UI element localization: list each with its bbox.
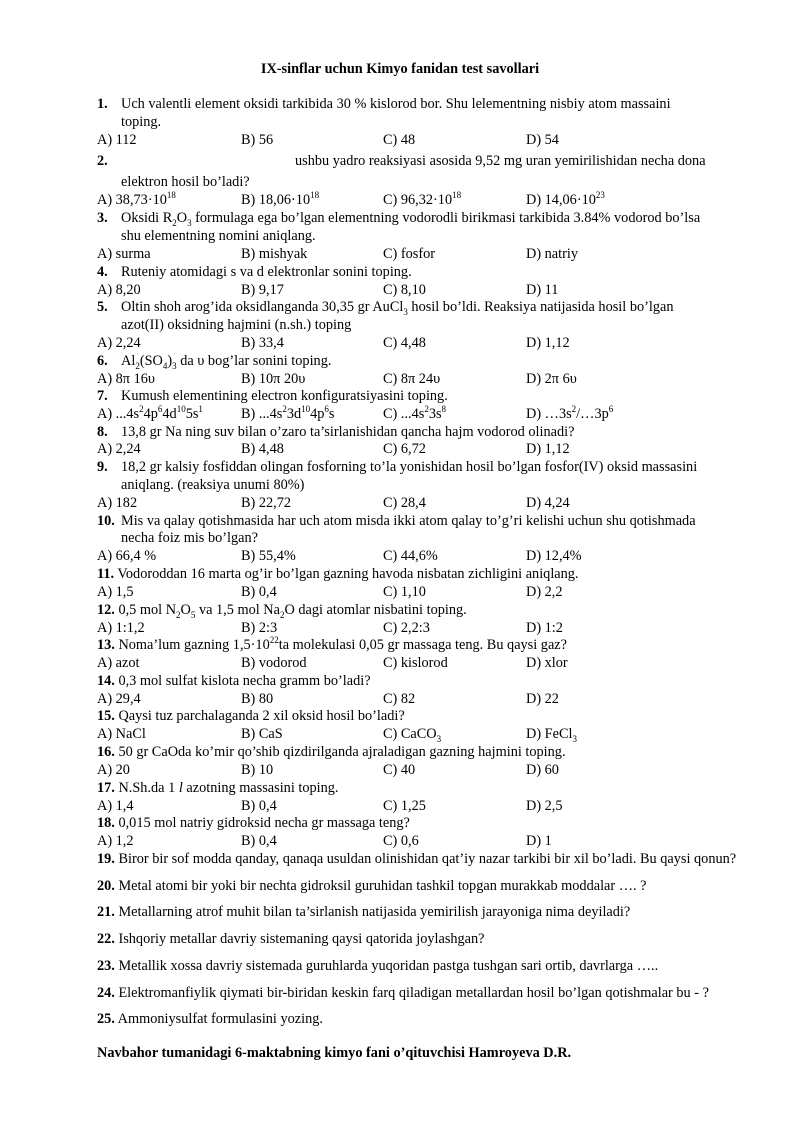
q14-option-b[interactable]: B) 80	[241, 691, 274, 707]
q4-option-b[interactable]: B) 9,17	[241, 282, 284, 298]
question-22: 22. Ishqoriy metallar davriy sistemaning qaysi qatorida joylashgan?	[97, 931, 485, 947]
question-18: 18. 0,015 mol natriy gidroksid necha gr massaga teng?	[97, 815, 410, 831]
question-3-line-2: shu elementning nomini aniqlang.	[121, 228, 316, 244]
q14-option-c[interactable]: C) 82	[383, 691, 416, 707]
q16-option-a[interactable]: A) 20	[97, 762, 130, 778]
q4-option-c[interactable]: C) 8,10	[383, 282, 426, 298]
q4-option-d[interactable]: D) 11	[526, 282, 559, 298]
question-12: 12. 0,5 mol $N_2O_5$ va 1,5 mol $Na_2O$ dagi atomlar nisbatini toping.	[97, 602, 467, 620]
question-13: 13. Noma’lum gazning $1,5\cdot 10^{22}ta$ molekulasi 0,05 gr massaga teng. Bu qaysi gaz?	[97, 635, 567, 653]
question-23: 23. Metallik xossa davriy sistemada guruhlarda yuqoridan pastga tushgan sari ortib, davrlarga …..	[97, 958, 659, 974]
question-5: 5. Oltin shoh arog’ida oksidlanganda 30,35 gr AuCl$_3$ hosil bo’ldi. Reaksiya natijasida hosil bo’lgan	[97, 299, 674, 317]
question-2: ushbu yadro reaksiyasi asosida 9,52 mg uran yemirilishidan necha dona	[295, 153, 706, 169]
q13-option-a[interactable]: A) azot	[97, 655, 140, 671]
q18-option-c[interactable]: C) 0,6	[383, 833, 419, 849]
q11-option-a[interactable]: A) 1,5	[97, 584, 134, 600]
question-2-number: 2.	[97, 153, 108, 169]
q1-option-b[interactable]: B) 56	[241, 132, 274, 148]
question-20: 20. Metal atomi bir yoki bir nechta gidroksil guruhidan tashkil topgan murakkab moddalar …. ?	[97, 878, 647, 894]
question-4: 4. Ruteniy atomidagi s va d elektronlar sonini toping.	[97, 264, 412, 280]
question-16: 16. 50 gr CaOda ko’mir qo’shib qizdirilganda ajraladigan gazning hajmini toping.	[97, 744, 566, 760]
q8-option-b[interactable]: B) 4,48	[241, 441, 284, 457]
question-9: 9. 18,2 gr kalsiy fosfiddan olingan fosforning to’la yonishidan hosil bo’lgan fosfor(IV) oksid massasini	[97, 459, 698, 475]
q7-option-a[interactable]: A) $...4s^24p^64d^{10}5s^1$	[97, 404, 203, 422]
q8-option-d[interactable]: D) 1,12	[526, 441, 570, 457]
q10-option-c[interactable]: C) 44,6%	[383, 548, 438, 564]
question-8: 8. 13,8 gr Na ning suv bilan o’zaro ta’sirlanishidan qancha hajm vodorod olinadi?	[97, 424, 575, 440]
q16-option-b[interactable]: B) 10	[241, 762, 274, 778]
q9-option-c[interactable]: C) 28,4	[383, 495, 426, 511]
question-19: 19. Biror bir sof modda qanday, qanaqa usuldan olinishidan qat’iy nazar tarkibi bir xil bo’ladi. Bu qaysi qonun?	[97, 851, 737, 867]
q10-option-b[interactable]: B) 55,4%	[241, 548, 296, 564]
question-15: 15. Qaysi tuz parchalaganda 2 xil oksid hosil bo’ladi?	[97, 708, 405, 724]
q4-option-a[interactable]: A) 8,20	[97, 282, 141, 298]
q1-option-c[interactable]: C) 48	[383, 132, 416, 148]
q16-option-c[interactable]: C) 40	[383, 762, 416, 778]
q3-option-b[interactable]: B) mishyak	[241, 246, 308, 262]
question-1: 1. Uch valentli element oksidi tarkibida 30 % kislorod bor. Shu lelementning nisbiy atom massaini	[97, 96, 671, 112]
q13-option-d[interactable]: D) xlor	[526, 655, 568, 671]
q1-option-d[interactable]: D) 54	[526, 132, 559, 148]
q17-option-b[interactable]: B) 0,4	[241, 798, 277, 814]
question-1-line-2: toping.	[121, 114, 162, 130]
q15-option-b[interactable]: B) CaS	[241, 726, 283, 742]
question-2-line-2: elektron hosil bo’ladi?	[121, 174, 250, 190]
q5-option-d[interactable]: D) 1,12	[526, 335, 570, 351]
q9-option-d[interactable]: D) 4,24	[526, 495, 570, 511]
q6-option-c[interactable]: C) 8π 24υ	[383, 371, 441, 387]
q2-option-c[interactable]: C) $96,32\cdot 10^{18}$	[383, 190, 462, 208]
q7-option-b[interactable]: B) $...4s^23d^{10}4p^6s$	[241, 404, 335, 422]
question-17: 17. N.Sh.da 1 l azotning massasini toping.	[97, 780, 339, 796]
q11-option-d[interactable]: D) 2,2	[526, 584, 563, 600]
q17-option-a[interactable]: A) 1,4	[97, 798, 134, 814]
q14-option-d[interactable]: D) 22	[526, 691, 559, 707]
question-3: 3. Oksidi $R_2O_3$ formulaga ega bo’lgan elementning vodorodli birikmasi tarkibida 3.84% vodorod bo’lsa	[97, 210, 701, 228]
q13-option-c[interactable]: C) kislorod	[383, 655, 448, 671]
q8-option-a[interactable]: A) 2,24	[97, 441, 141, 457]
question-10: 10. Mis va qalay qotishmasida har uch atom misda ikki atom qalay to’g’ri kelishi uchun shu qotishmada	[97, 513, 696, 529]
q2-option-d[interactable]: D) $14,06\cdot 10^{23}$	[526, 190, 605, 208]
q11-option-b[interactable]: B) 0,4	[241, 584, 277, 600]
q6-option-d[interactable]: D) 2π 6υ	[526, 371, 577, 387]
q6-option-a[interactable]: A) 8π 16υ	[97, 371, 155, 387]
q1-option-a[interactable]: A) 112	[97, 132, 137, 148]
question-14: 14. 0,3 mol sulfat kislota necha gramm bo’ladi?	[97, 673, 371, 689]
q2-option-a[interactable]: A) $38,73\cdot 10^{18}$	[97, 190, 176, 208]
q12-option-d[interactable]: D) 1:2	[526, 620, 563, 636]
q17-option-c[interactable]: C) 1,25	[383, 798, 426, 814]
q3-option-d[interactable]: D) natriy	[526, 246, 579, 262]
q7-option-d[interactable]: D) $\dots 3s^2/\dots 3p^6$	[526, 404, 614, 422]
question-11: 11. Vodoroddan 16 marta og’ir bo’lgan gazning havoda nisbatan zichligini aniqlang.	[97, 566, 579, 582]
q17-option-d[interactable]: D) 2,5	[526, 798, 563, 814]
question-5-line-2: azot(II) oksidning hajmini (n.sh.) toping	[121, 317, 352, 333]
q13-option-b[interactable]: B) vodorod	[241, 655, 307, 671]
question-25: 25. Ammoniysulfat formulasini yozing.	[97, 1011, 323, 1027]
question-10-line-2: necha foiz mis bo’lgan?	[121, 530, 258, 546]
page-title: IX-sinflar uchun Kimyo fanidan test savollari	[260, 61, 540, 77]
q10-option-d[interactable]: D) 12,4%	[526, 548, 582, 564]
q2-option-b[interactable]: B) $18,06\cdot 10^{18}$	[241, 190, 320, 208]
q6-option-b[interactable]: B) 10π 20υ	[241, 371, 306, 387]
q12-option-b[interactable]: B) 2:3	[241, 620, 278, 636]
q9-option-b[interactable]: B) 22,72	[241, 495, 292, 511]
q18-option-b[interactable]: B) 0,4	[241, 833, 277, 849]
q10-option-a[interactable]: A) 66,4 %	[97, 548, 157, 564]
question-6: 6. $Al_2(SO_4)_3$ da υ bog’lar sonini toping.	[97, 353, 332, 371]
q5-option-b[interactable]: B) 33,4	[241, 335, 284, 351]
q9-option-a[interactable]: A) 182	[97, 495, 138, 511]
q12-option-c[interactable]: C) 2,2:3	[383, 620, 430, 636]
question-21: 21. Metallarning atrof muhit bilan ta’sirlanish natijasida yemirilish jarayoniga nima deyiladi?	[97, 904, 631, 920]
q15-option-d[interactable]: D) FeCl$_3$	[526, 726, 577, 744]
q11-option-c[interactable]: C) 1,10	[383, 584, 426, 600]
author-footer: Navbahor tumanidagi 6-maktabning kimyo fani o’qituvchisi Hamroyeva D.R.	[97, 1045, 572, 1061]
question-24: 24. Elektromanfiylik qiymati bir-biridan keskin farq qiladigan metallardan hosil bo’lgan qotishmalar bu - ?	[97, 985, 709, 1001]
question-7: 7. Kumush elementining electron konfiguratsiyasini toping.	[97, 388, 448, 404]
q18-option-a[interactable]: A) 1,2	[97, 833, 134, 849]
q14-option-a[interactable]: A) 29,4	[97, 691, 141, 707]
q8-option-c[interactable]: C) 6,72	[383, 441, 426, 457]
q16-option-d[interactable]: D) 60	[526, 762, 559, 778]
q5-option-c[interactable]: C) 4,48	[383, 335, 426, 351]
q12-option-a[interactable]: A) 1:1,2	[97, 620, 145, 636]
q15-option-a[interactable]: A) NaCl	[97, 726, 146, 742]
q15-option-c[interactable]: C) CaCO$_3$	[383, 726, 442, 744]
q3-option-c[interactable]: C) fosfor	[383, 246, 436, 262]
q7-option-c[interactable]: C) $...4s^23s^8$	[383, 404, 447, 422]
q18-option-d[interactable]: D) 1	[526, 833, 552, 849]
q5-option-a[interactable]: A) 2,24	[97, 335, 141, 351]
q3-option-a[interactable]: A) surma	[97, 246, 151, 262]
question-9-line-2: aniqlang. (reaksiya unumi 80%)	[121, 477, 305, 493]
